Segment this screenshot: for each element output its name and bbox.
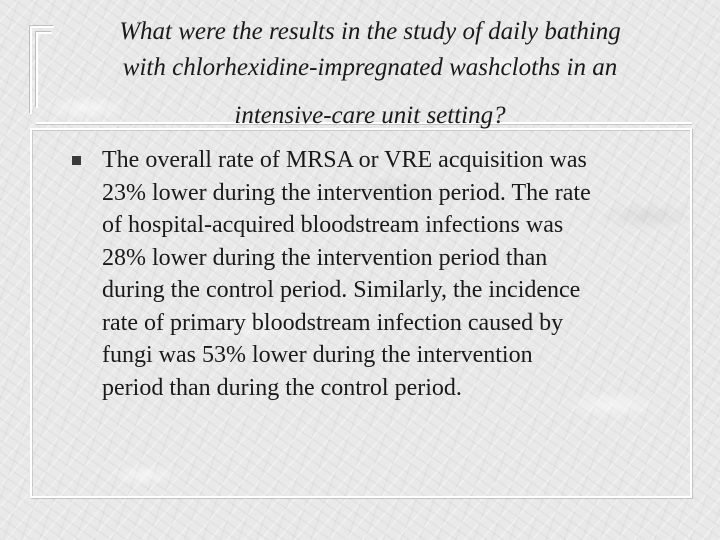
- bullet-text-line: 28% lower during the intervention period than: [102, 244, 548, 271]
- bullet-text-line: of hospital-acquired bloodstream infections was: [102, 212, 564, 238]
- bullet-item: [62, 144, 682, 404]
- bullet-text-line: rate of primary bloodstream infection caused by: [102, 309, 564, 336]
- bullet-text-line: period than during the control period.: [102, 374, 462, 401]
- frame-bracket-inner: [36, 32, 52, 108]
- slide-title: [70, 14, 670, 134]
- title-line: intensive-care unit setting?: [234, 102, 506, 129]
- bullet-text-line: during the control period. Similarly, the incidence: [102, 277, 581, 303]
- square-bullet-icon: [72, 156, 81, 165]
- title-line: with chlorhexidine-impregnated washcloths in an: [122, 54, 618, 81]
- bullet-list: [62, 144, 682, 404]
- title-line: What were the results in the study of daily bathing: [119, 18, 621, 45]
- bullet-text-line: 23% lower during the intervention period. The rate: [102, 179, 591, 206]
- bullet-text-line: The overall rate of MRSA or VRE acquisition was: [102, 147, 587, 173]
- bullet-text-line: fungi was 53% lower during the intervention: [102, 342, 533, 368]
